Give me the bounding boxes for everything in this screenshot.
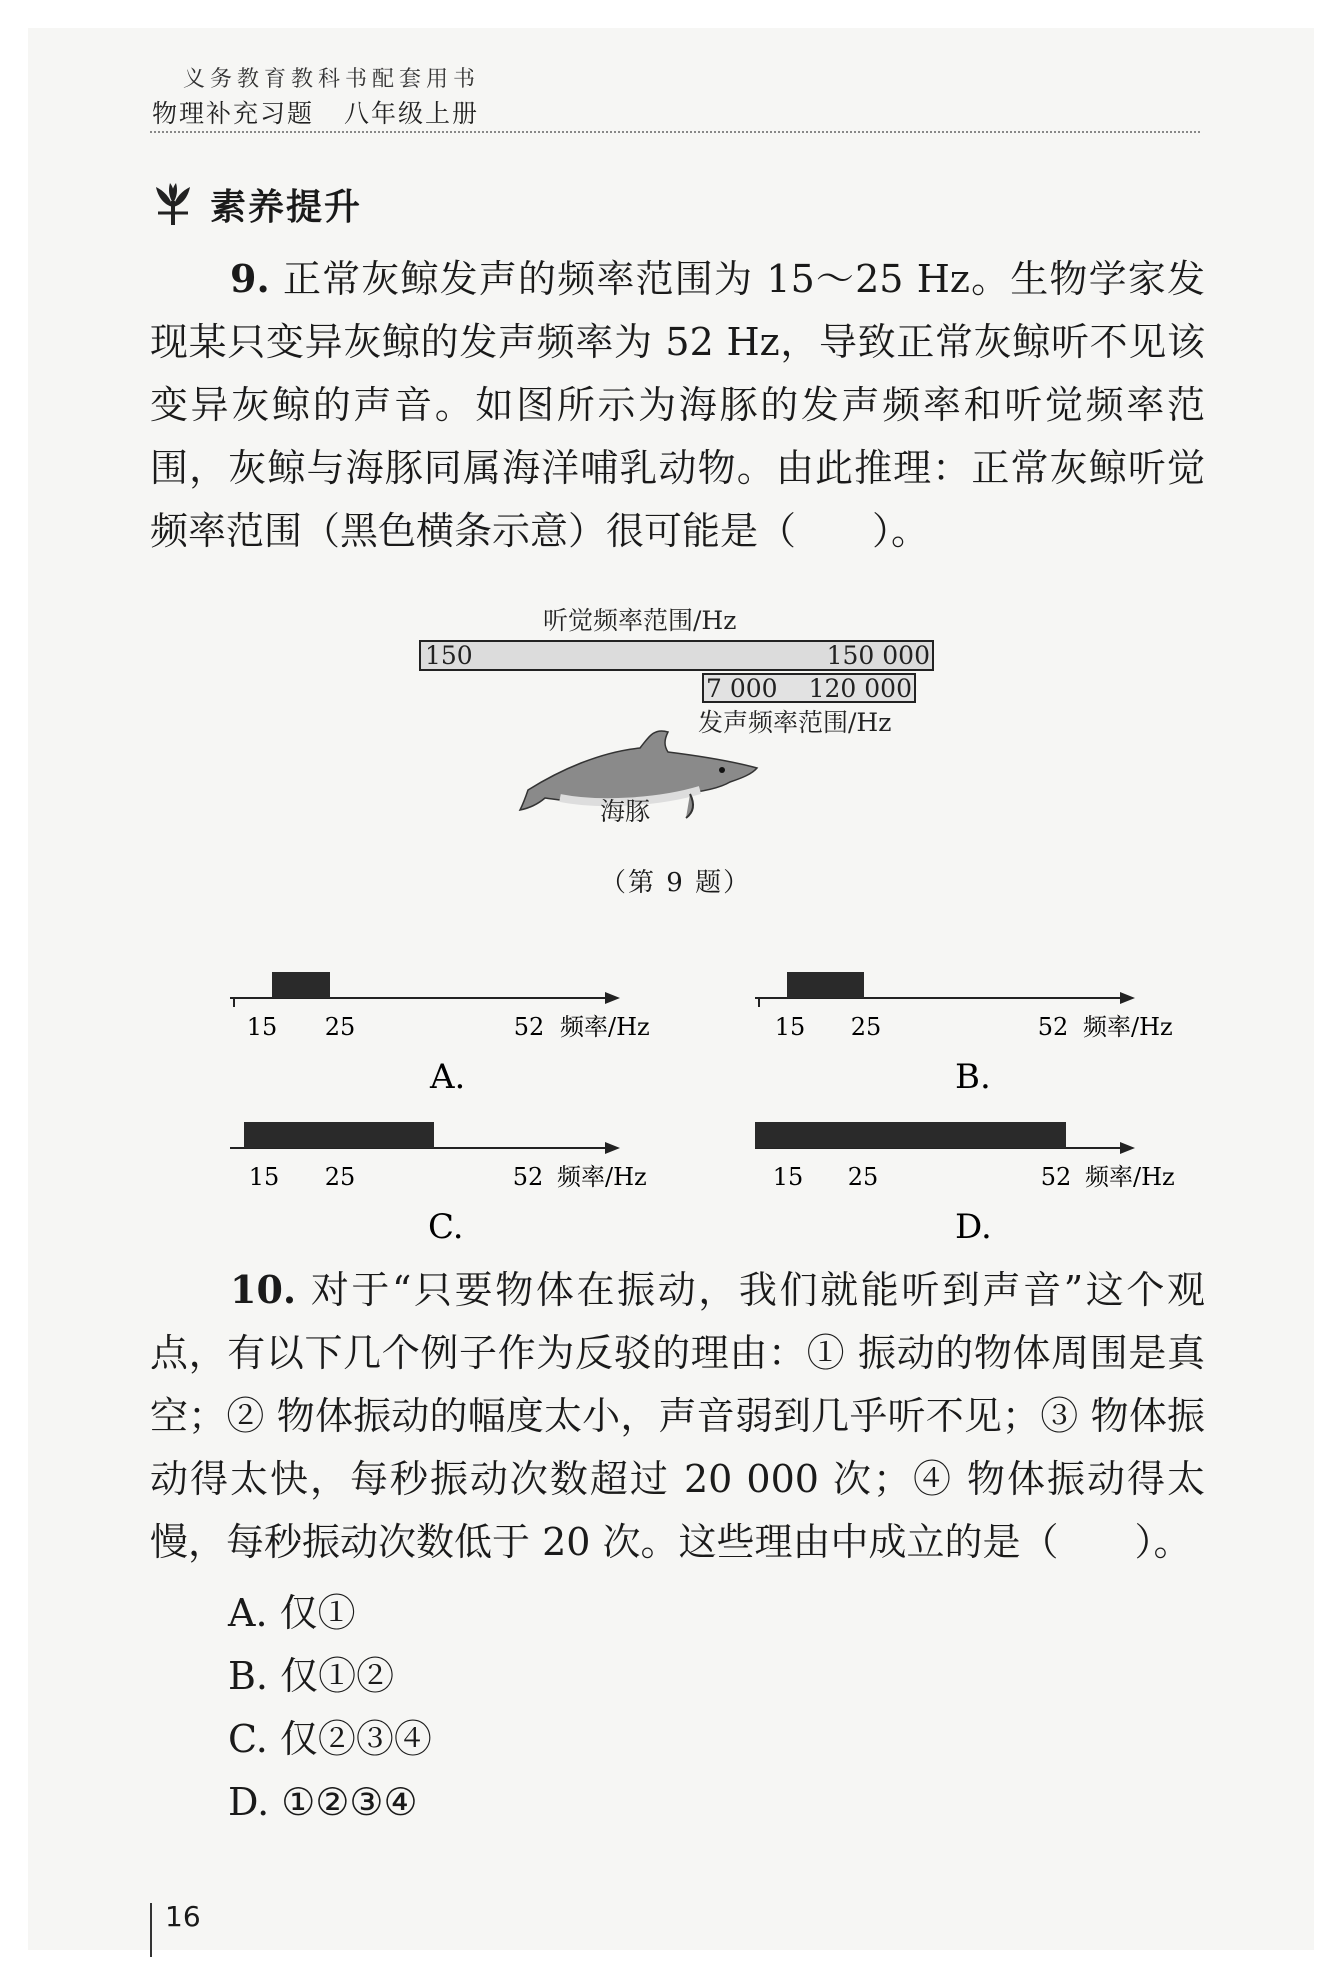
option-d-arrow [1120, 1142, 1135, 1154]
option-c-tick-15: 15 [248, 1163, 280, 1191]
book-title: 物理补充习题 [152, 99, 315, 128]
option-a-tick-15: 15 [246, 1013, 278, 1041]
option-c-arrow [605, 1142, 620, 1154]
option-a-letter: A. [430, 1057, 466, 1097]
sound-range-label: 发声频率范围/Hz [698, 708, 892, 737]
question-10-number: 10. [230, 1267, 297, 1312]
option-d-bar [755, 1122, 1066, 1148]
option-c-bar [244, 1122, 434, 1148]
option-d-tick-25: 25 [847, 1163, 879, 1191]
page-number: 16 [165, 1900, 201, 1933]
option-a-tick-25: 25 [324, 1013, 356, 1041]
sound-range-min: 7 000 [706, 674, 778, 703]
hearing-range-label: 听觉频率范围/Hz [543, 606, 737, 635]
option-d-letter: D. [955, 1207, 992, 1247]
q10-choice-b: B. 仅①② [228, 1654, 395, 1698]
option-c-tick-52: 52 [512, 1163, 544, 1191]
option-a-diagram [230, 972, 650, 1097]
q10-choice-a: A. 仅① [228, 1591, 356, 1635]
grade-label: 八年级上册 [344, 99, 480, 128]
option-b-arrow [1120, 992, 1135, 1004]
question-9-body: 正常灰鲸发声的频率范围为 15～25 Hz。生物学家发现某只变异灰鲸的发声频率为 52 Hz，导致正常灰鲸听不见该变异灰鲸的声音。如图所示为海豚的发声频率和听觉频率范围，灰鲸与海豚同属海洋哺乳动物。由此推理：正常灰鲸听觉频率范围（黑色横条示意）很可能是（ ）。 [150, 257, 1205, 553]
figure-caption: （第 9 题） [600, 868, 752, 898]
option-c-diagram [230, 1122, 647, 1247]
question-10-body: 对于“只要物体在振动，我们就能听到声音”这个观点，有以下几个例子作为反驳的理由：① 振动的物体周围是真空；② 物体振动的幅度太小，声音弱到几乎听不见；③ 物体振动得太快，每秒振动次数超过 20 000 次；④ 物体振动得太慢，每秒振动次数低于 20 次。这些理由中成立的是（ ）。 [150, 1268, 1205, 1564]
option-a-tick-52: 52 [513, 1013, 545, 1041]
option-b-tick-25: 25 [850, 1013, 882, 1041]
option-b-axis-label: 频率/Hz [1083, 1013, 1173, 1041]
option-b-tick-52: 52 [1037, 1013, 1069, 1041]
section-title: 素养提升 [210, 186, 363, 228]
hearing-range-max: 150 000 [826, 641, 930, 670]
option-a-axis-label: 频率/Hz [560, 1013, 650, 1041]
option-d-tick-52: 52 [1040, 1163, 1072, 1191]
option-d-axis-label: 频率/Hz [1085, 1163, 1175, 1191]
q10-choice-d: D. ①②③④ [228, 1780, 418, 1824]
page-number-divider [150, 1903, 152, 1957]
series-title: 义务教育教科书配套用书 [183, 67, 481, 92]
option-b-letter: B. [955, 1057, 991, 1097]
option-c-axis-label: 频率/Hz [557, 1163, 647, 1191]
option-a-arrow [605, 992, 620, 1004]
hearing-range-min: 150 [425, 641, 473, 670]
sound-range-max: 120 000 [808, 674, 912, 703]
question-10-text [150, 1258, 1205, 1574]
dolphin-label: 海豚 [600, 797, 651, 826]
q10-choice-c: C. 仅②③④ [228, 1717, 432, 1761]
option-c-tick-25: 25 [324, 1163, 356, 1191]
option-d-tick-15: 15 [772, 1163, 804, 1191]
option-b-diagram [755, 972, 1173, 1097]
option-c-letter: C. [428, 1207, 464, 1247]
option-d-diagram [755, 1122, 1175, 1247]
option-b-tick-15: 15 [774, 1013, 806, 1041]
option-b-bar [787, 972, 864, 998]
option-a-bar [272, 972, 330, 998]
question-9-number: 9. [230, 256, 270, 301]
